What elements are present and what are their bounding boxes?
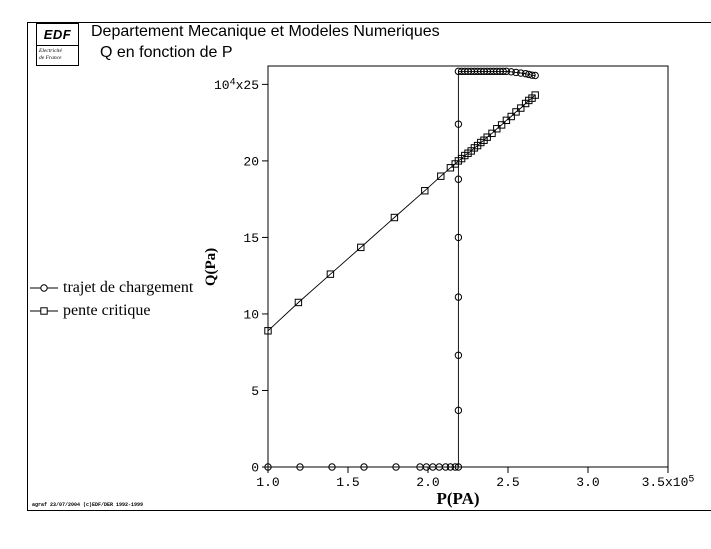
y-tick-label: 20 bbox=[243, 154, 259, 170]
page-title: Q en fonction de P bbox=[100, 44, 233, 61]
edf-logo-subtitle-line2: de France bbox=[39, 55, 62, 61]
x-tick-label: 3.0 bbox=[576, 475, 600, 490]
y-tick-label: $10^4x25$ bbox=[213, 77, 259, 93]
y-tick-label: 5 bbox=[251, 383, 259, 399]
x-tick-label: 1.0 bbox=[256, 475, 280, 490]
legend-label: trajet de chargement bbox=[63, 279, 194, 296]
x-tick-label: 2.5 bbox=[496, 475, 520, 490]
y-axis-label: Q(Pa) bbox=[203, 247, 219, 287]
edf-logo-subtitle-line1: Electricité bbox=[39, 48, 62, 54]
edf-logo-text: EDF bbox=[37, 24, 78, 46]
y-tick-label: 15 bbox=[243, 230, 259, 246]
department-title: Departement Mecanique et Modeles Numeriques bbox=[91, 23, 440, 40]
y-tick-label: 0 bbox=[251, 460, 259, 476]
x-axis-label: P(PA) bbox=[436, 489, 480, 508]
x-tick-label: 2.0 bbox=[416, 475, 440, 490]
legend-label: pente critique bbox=[63, 302, 151, 319]
x-tick-label: $3.5x10^5$ bbox=[641, 474, 695, 490]
footer-credit: agraf 23/07/2004 (c)EDF/DER 1992-1999 bbox=[32, 502, 144, 508]
y-tick-label: 10 bbox=[243, 307, 259, 323]
plot-frame bbox=[268, 66, 668, 467]
x-tick-label: 1.5 bbox=[336, 475, 360, 490]
